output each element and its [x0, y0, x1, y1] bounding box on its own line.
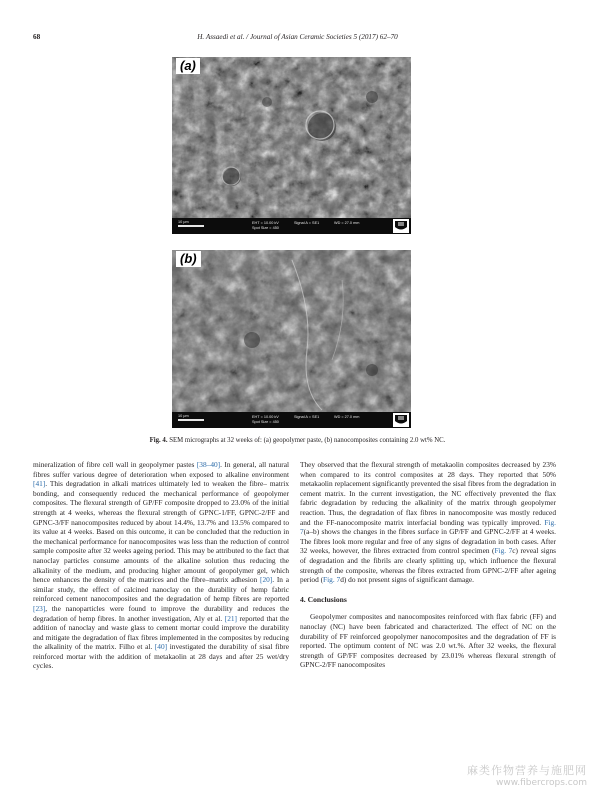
- watermark: [467, 765, 587, 789]
- citation-link[interactable]: [23]: [33, 603, 46, 613]
- watermark-text: 麻类作物营养与施肥网: [467, 764, 587, 777]
- section-heading-conclusions: 4. Conclusions: [300, 594, 347, 604]
- running-header: [33, 33, 562, 45]
- citation-link[interactable]: [21]: [224, 613, 237, 623]
- sem-params-a: [252, 221, 279, 231]
- working-distance-b: WD = 27.0 mm: [334, 415, 360, 419]
- scale-label-b: 10 μm: [178, 414, 189, 418]
- sem-texture-a: [172, 57, 411, 218]
- text-run: , the nanoparticles were found to improve the durability and reduces the degradation of hemp fibres. In another investigation, Aly et al.: [33, 603, 289, 623]
- text-run: reported that the addition of nanoclay and waste glass to cement mortar could improve the durability and mitigate the degradation of flax fibres implemented in the composites by reducing the alkalinity of the matrix. Filho et al.: [33, 613, 289, 652]
- signal-b: Signal A = SE1: [294, 415, 320, 419]
- panel-label-b: (b): [176, 251, 201, 267]
- left-column: [33, 460, 289, 671]
- citation-link[interactable]: [20]: [260, 575, 273, 585]
- text-run: investigated the durability of sisal fibre reinforced mortar with the addition of metakaolin at 28 days and after 25 wet/dry cycles.: [33, 642, 289, 671]
- paragraph-fibre-observation: [300, 460, 556, 585]
- sem-info-bar-a: [172, 218, 411, 234]
- citation-link[interactable]: [40]: [154, 642, 168, 652]
- citation-link[interactable]: [38–40]: [196, 460, 221, 469]
- text-run: They observed that the flexural strength of metakaolin composites decreased by 23% when compared to its control composites at 28 days. They reported that 50% metakaolin replacement significantly prevented the sisal fibres from the degradation in cement matrix. In the current investigation, the NC effectively prevented the flax fabric degradation by reducing the alkalinity of the matrix through geopolymer reaction. Thus, the degradation of flax fibres in nanocomposite was mostly reduced and the FF-nanocomposite matrix interfacial bonding was typically improved.: [300, 460, 556, 527]
- panel-label-a: (a): [176, 58, 200, 74]
- figure-caption: [33, 437, 562, 444]
- paragraph-conclusions: Geopolymer composites and nanocomposites reinforced with flax fabric (FF) and nanoclay (NC) have been fabricated and characterized. The effect of NC on the durability of FF reinforced geopolymer nanocomposites and the degradation of FF is reported. The optimum content of NC was 2.0 wt.%. After 32 weeks, the flexural strength of GP/FF composites decreased by 23.01% whereas flexural strength of GPNC-2/FF nanocomposites: [300, 612, 556, 670]
- figure-link[interactable]: Fig. 7: [300, 517, 556, 537]
- spot-size-b: Spot Size = 450: [252, 420, 279, 424]
- figure-caption-label: Fig. 4.: [149, 437, 168, 444]
- sem-texture-b: [172, 250, 411, 412]
- sem-params-b: [252, 415, 279, 425]
- figure-caption-text: SEM micrographs at 32 weeks of: (a) geopolymer paste, (b) nanocomposites containing 2.0 wt% NC.: [167, 437, 446, 444]
- text-run: d) do not present signs of significant damage.: [340, 575, 474, 585]
- text-run: . In a similar study, the effect of calcined nanoclay on the durability of hemp fabric reinforced cement nanocomposites and the degradation of hemp fibres are reported: [33, 575, 289, 604]
- working-distance-a: WD = 27.0 mm: [334, 221, 360, 225]
- spot-size-a: Spot Size = 450: [252, 226, 279, 230]
- text-run: . This degradation in alkali matrices ultimately led to weaken the fibre– matrix bonding, and consequently reduced the mechanical performance of geopolymer composites. The flexural strength of GP/FF composite dropped to 23.0% of the initial strength at 4 weeks, whereas the flexural strength of GPNC-1/FF, GPNC-2/FF and GPNC-3/FF nanocomposites reduced by about 14.4%, 13.7% and 13.5% compared to its value at 4 weeks. Based on this outcome, it can be concluded that the reduction in the mechanical performance for nanocomposites was less than the reduction of control sample composite after 32 weeks ageing period. This may be attributed to the fact that nanoclay particles consume amounts of the alkaline solution thus reducing the alkalinity of the medium, and producing higher amount of geopolymer gel, which hence enhances the density of the matrices and the fibre–matrix adhesion: [33, 479, 289, 585]
- citation-link[interactable]: [41]: [33, 479, 46, 489]
- signal-a: Signal A = SE1: [294, 221, 320, 225]
- eht-a: EHT = 10.00 kV: [252, 221, 279, 225]
- text-run: mineralization of fibre cell wall in geopolymer pastes: [33, 460, 197, 469]
- text-run: (a–b) shows the changes in the fibres surface in GP/FF and GPNC-2/FF at 4 weeks. The fibres look more regular and free of any signs of degradation in both cases. After 32 weeks, however, the fibres extracted from control specimen (: [300, 527, 556, 556]
- university-logo-icon: [393, 219, 409, 233]
- text-run: c) reveal signs of degradation and the fibrils are clearly splitting up, which influence the flexural strength of the composite, whereas the fibres extracted from GPNC-2/FF after ageing period (: [300, 546, 556, 585]
- watermark-url: www.fibercrops.com: [496, 778, 587, 788]
- sem-info-bar-b: [172, 412, 411, 428]
- journal-reference: H. Assaedi et al. / Journal of Asian Ceramic Societies 5 (2017) 62–70: [197, 33, 398, 41]
- sem-micrograph-b: [172, 250, 411, 428]
- right-column: [300, 460, 556, 670]
- scale-bar-a: [178, 225, 204, 227]
- university-logo-icon: [393, 413, 409, 427]
- eht-b: EHT = 10.00 kV: [252, 415, 279, 419]
- scale-label-a: 10 μm: [178, 220, 189, 224]
- figure-link[interactable]: Fig. 7: [323, 575, 341, 585]
- scale-bar-b: [178, 419, 204, 421]
- page-number: 68: [33, 33, 41, 41]
- text-run: . In general, all natural fibres suffer various degree of deterioration when exposed to alkaline environment: [33, 460, 289, 479]
- sem-micrograph-a: [172, 57, 411, 234]
- figure-link[interactable]: Fig. 7: [494, 546, 513, 556]
- paragraph-durability: [33, 460, 289, 671]
